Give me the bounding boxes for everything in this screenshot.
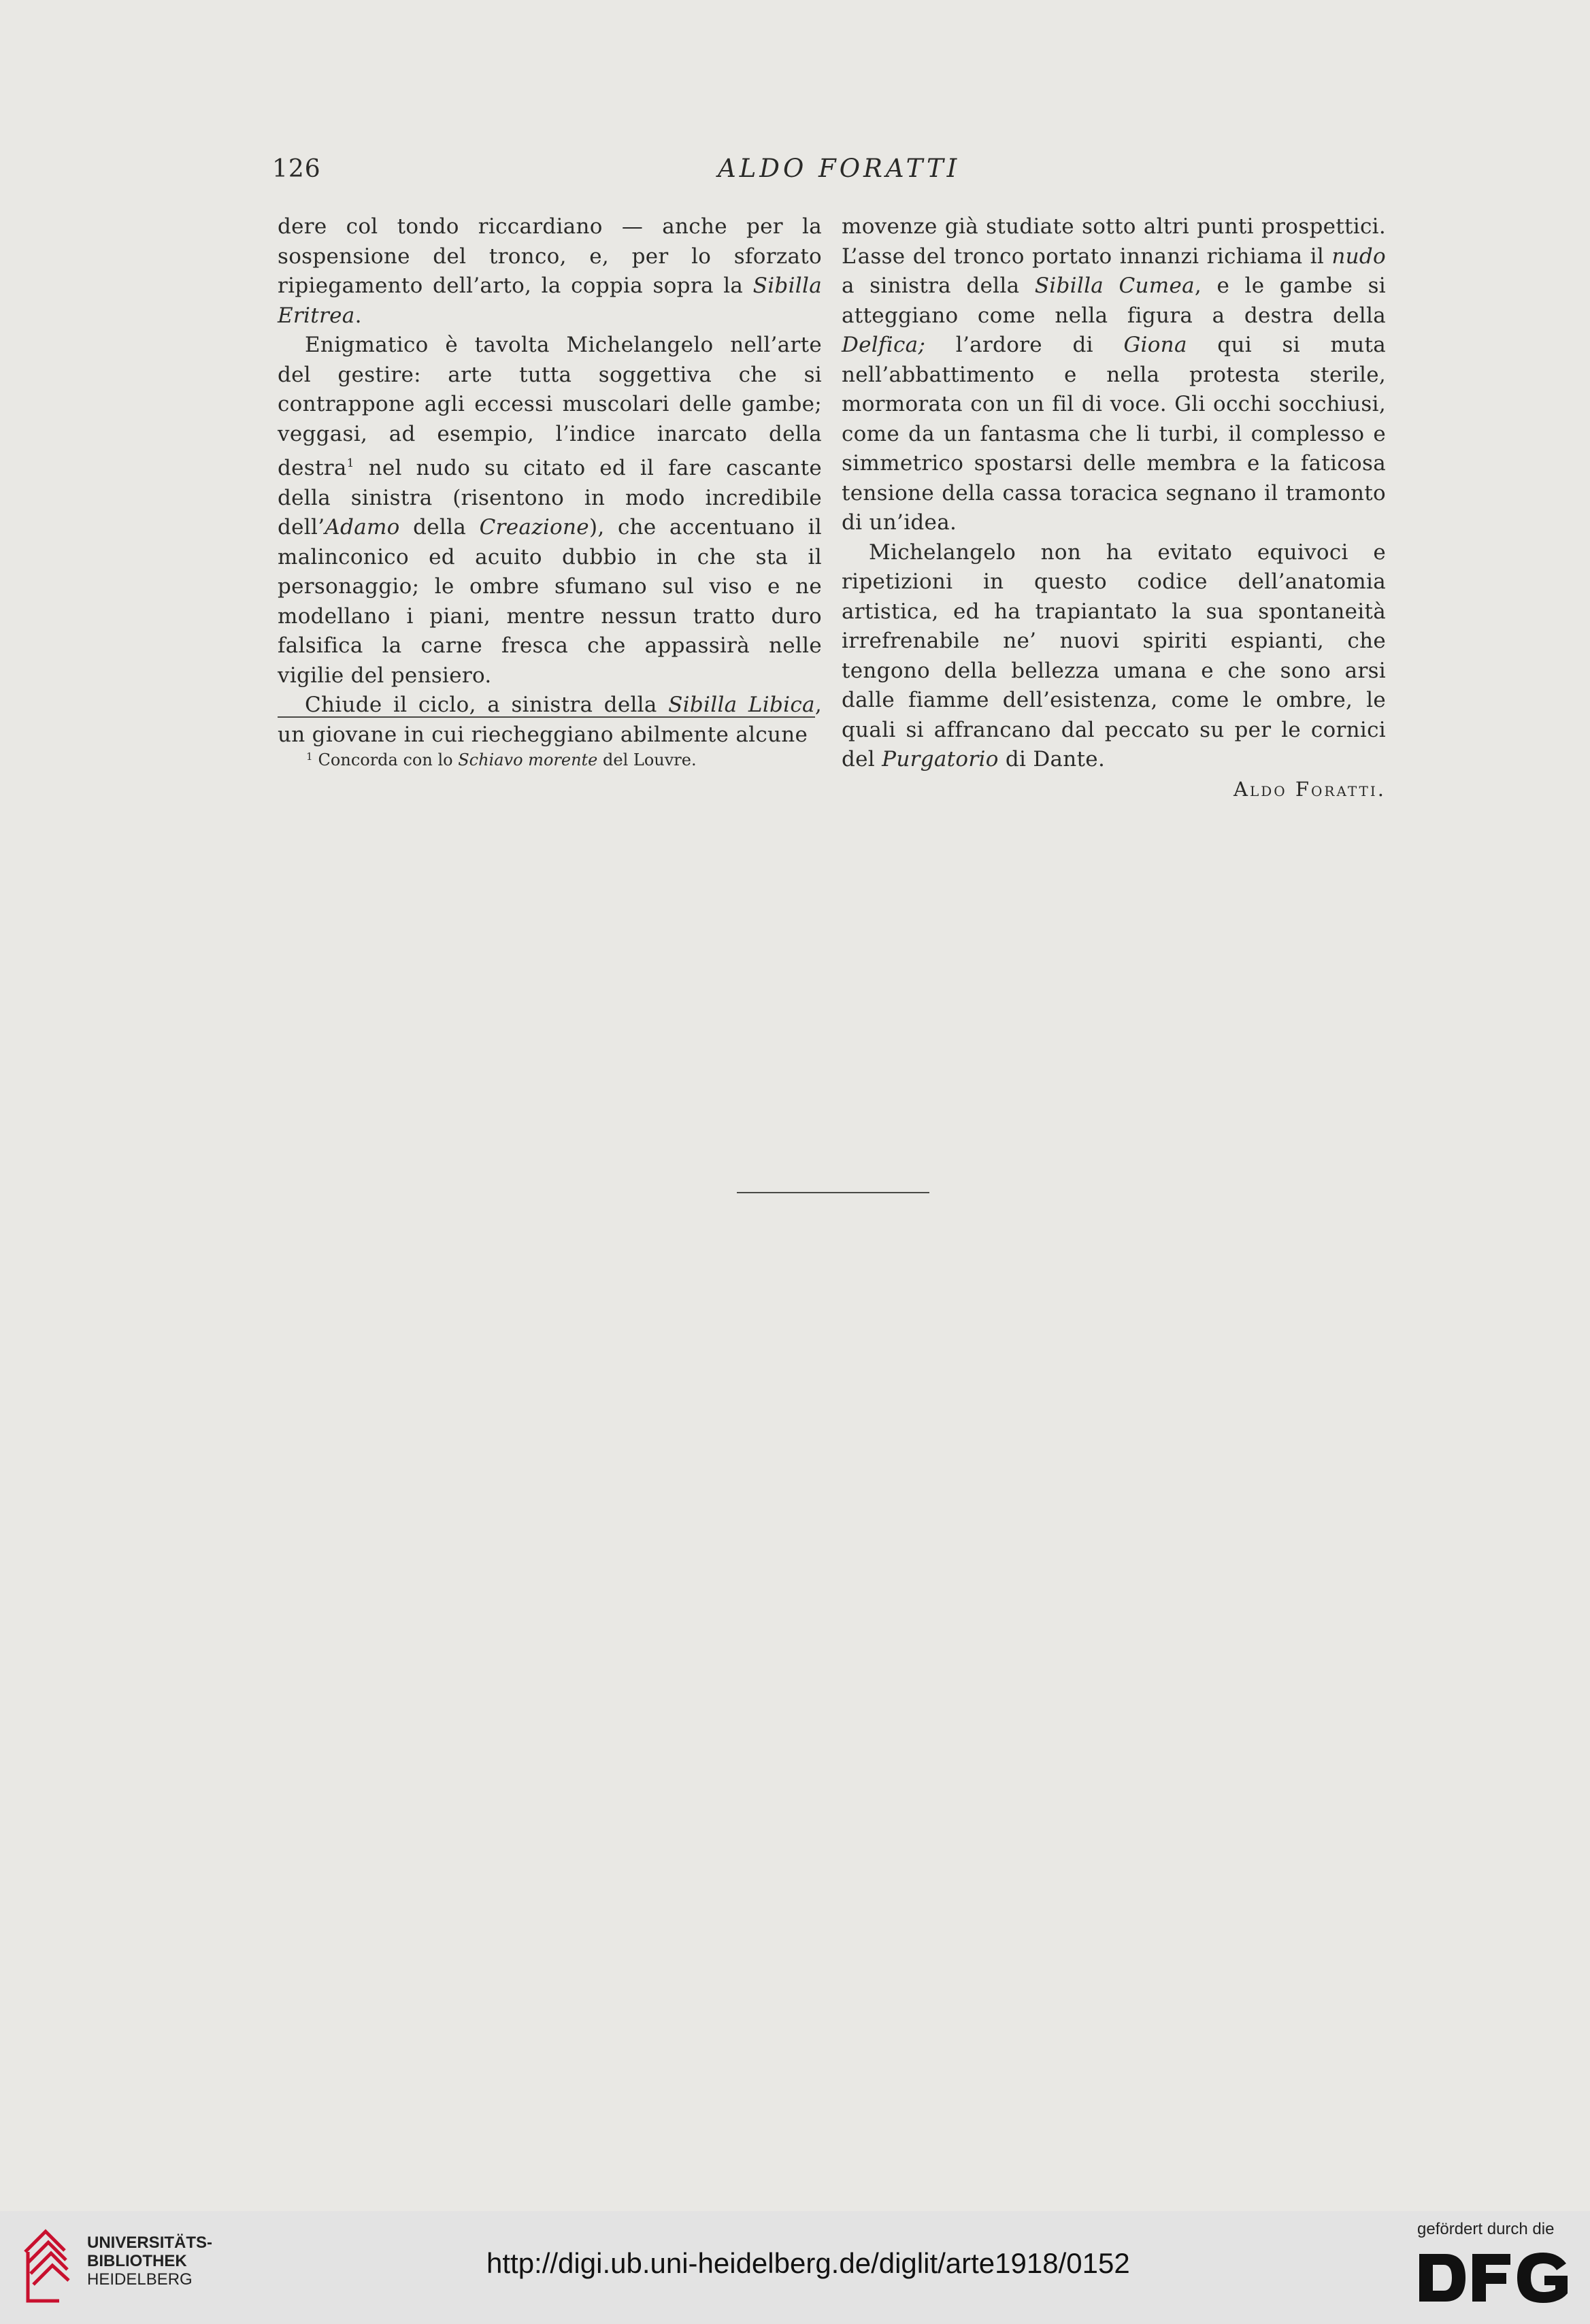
university-library-logo-icon[interactable] [18,2225,71,2306]
page-number: 126 [272,155,321,183]
author-signature: Aldo Foratti. [1233,777,1386,801]
paragraph: dere col tondo riccardiano — anche per la sospensione del tronco, e, per lo sforzato ripiegamento dell’arto, la coppia sopra la Sibilla Eritrea. [278,214,822,328]
right-text-column [842,212,1386,804]
footnote-divider [278,716,815,718]
end-of-article-rule [737,1192,929,1193]
footnote-marker: 1 [306,750,313,763]
library-name: UNIVERSITÄTS- BIBLIOTHEK HEIDELBERG [87,2234,213,2289]
permalink-url[interactable]: http://digi.ub.uni-heidelberg.de/diglit/arte1918/0152 [486,2247,1130,2279]
paragraph: Enigmatico è tavolta Michelangelo nell’arte del gestire: arte tutta soggettiva che si contrappone agli eccessi muscolari delle gambe; veggasi, ad esempio, l’indice inarcato della destra$^1$ nel nudo su citato ed il fare cascante della sinistra (risentono in modo incredibile dell’Adamo della Creazione), che accentuano il malinconico ed acuito dubbio in che sta il personaggio; le ombre sfumano sul viso e ne modellano i piani, mentre nessun tratto duro falsifica la carne fresca che appassirà nelle vigilie del pensiero. [278,333,823,688]
footnote: $^1$ Concorda con lo Schiavo morente del Louvre. [306,750,697,769]
dfg-logo-icon[interactable] [1415,2250,1570,2306]
paragraph: Chiude il ciclo, a sinistra della Sibilla Libica, un giovane in cui riecheggiano abilmente alcune [278,693,822,747]
paragraph: Michelangelo non ha evitato equivoci e ripetizioni in questo codice dell’anatomia artistica, ed ha trapiantato la sua spontaneità irrefrenabile ne’ nuovi spiriti espianti, che tengono della bellezza umana e che sono arsi dalle fiamme dell’esistenza, come le ombre, le quali si affrancano dal peccato su per le cornici del Purgatorio di Dante. [842,540,1386,771]
left-text-column [278,212,822,750]
funding-caption: gefördert durch die [1417,2220,1555,2238]
footnote-reference[interactable]: 1 [346,456,354,470]
paragraph: movenze già studiate sotto altri punti prospettici. L’asse del tronco portato innanzi richiama il nudo a sinistra della Sibilla Cumea, e le gambe si atteggiano come nella figura a destra della Delfica; l’ardore di Giona qui si muta nell’abbattimento e nella protesta sterile, mormorata con un fil di voce. Gli occhi socchiusi, come da un fantasma che li turbi, il complesso e simmetrico spostarsi delle membra e la faticosa tensione della cassa toracica segnano il tramonto di un’idea. [842,214,1387,535]
running-head: ALDO FORATTI [718,154,961,183]
